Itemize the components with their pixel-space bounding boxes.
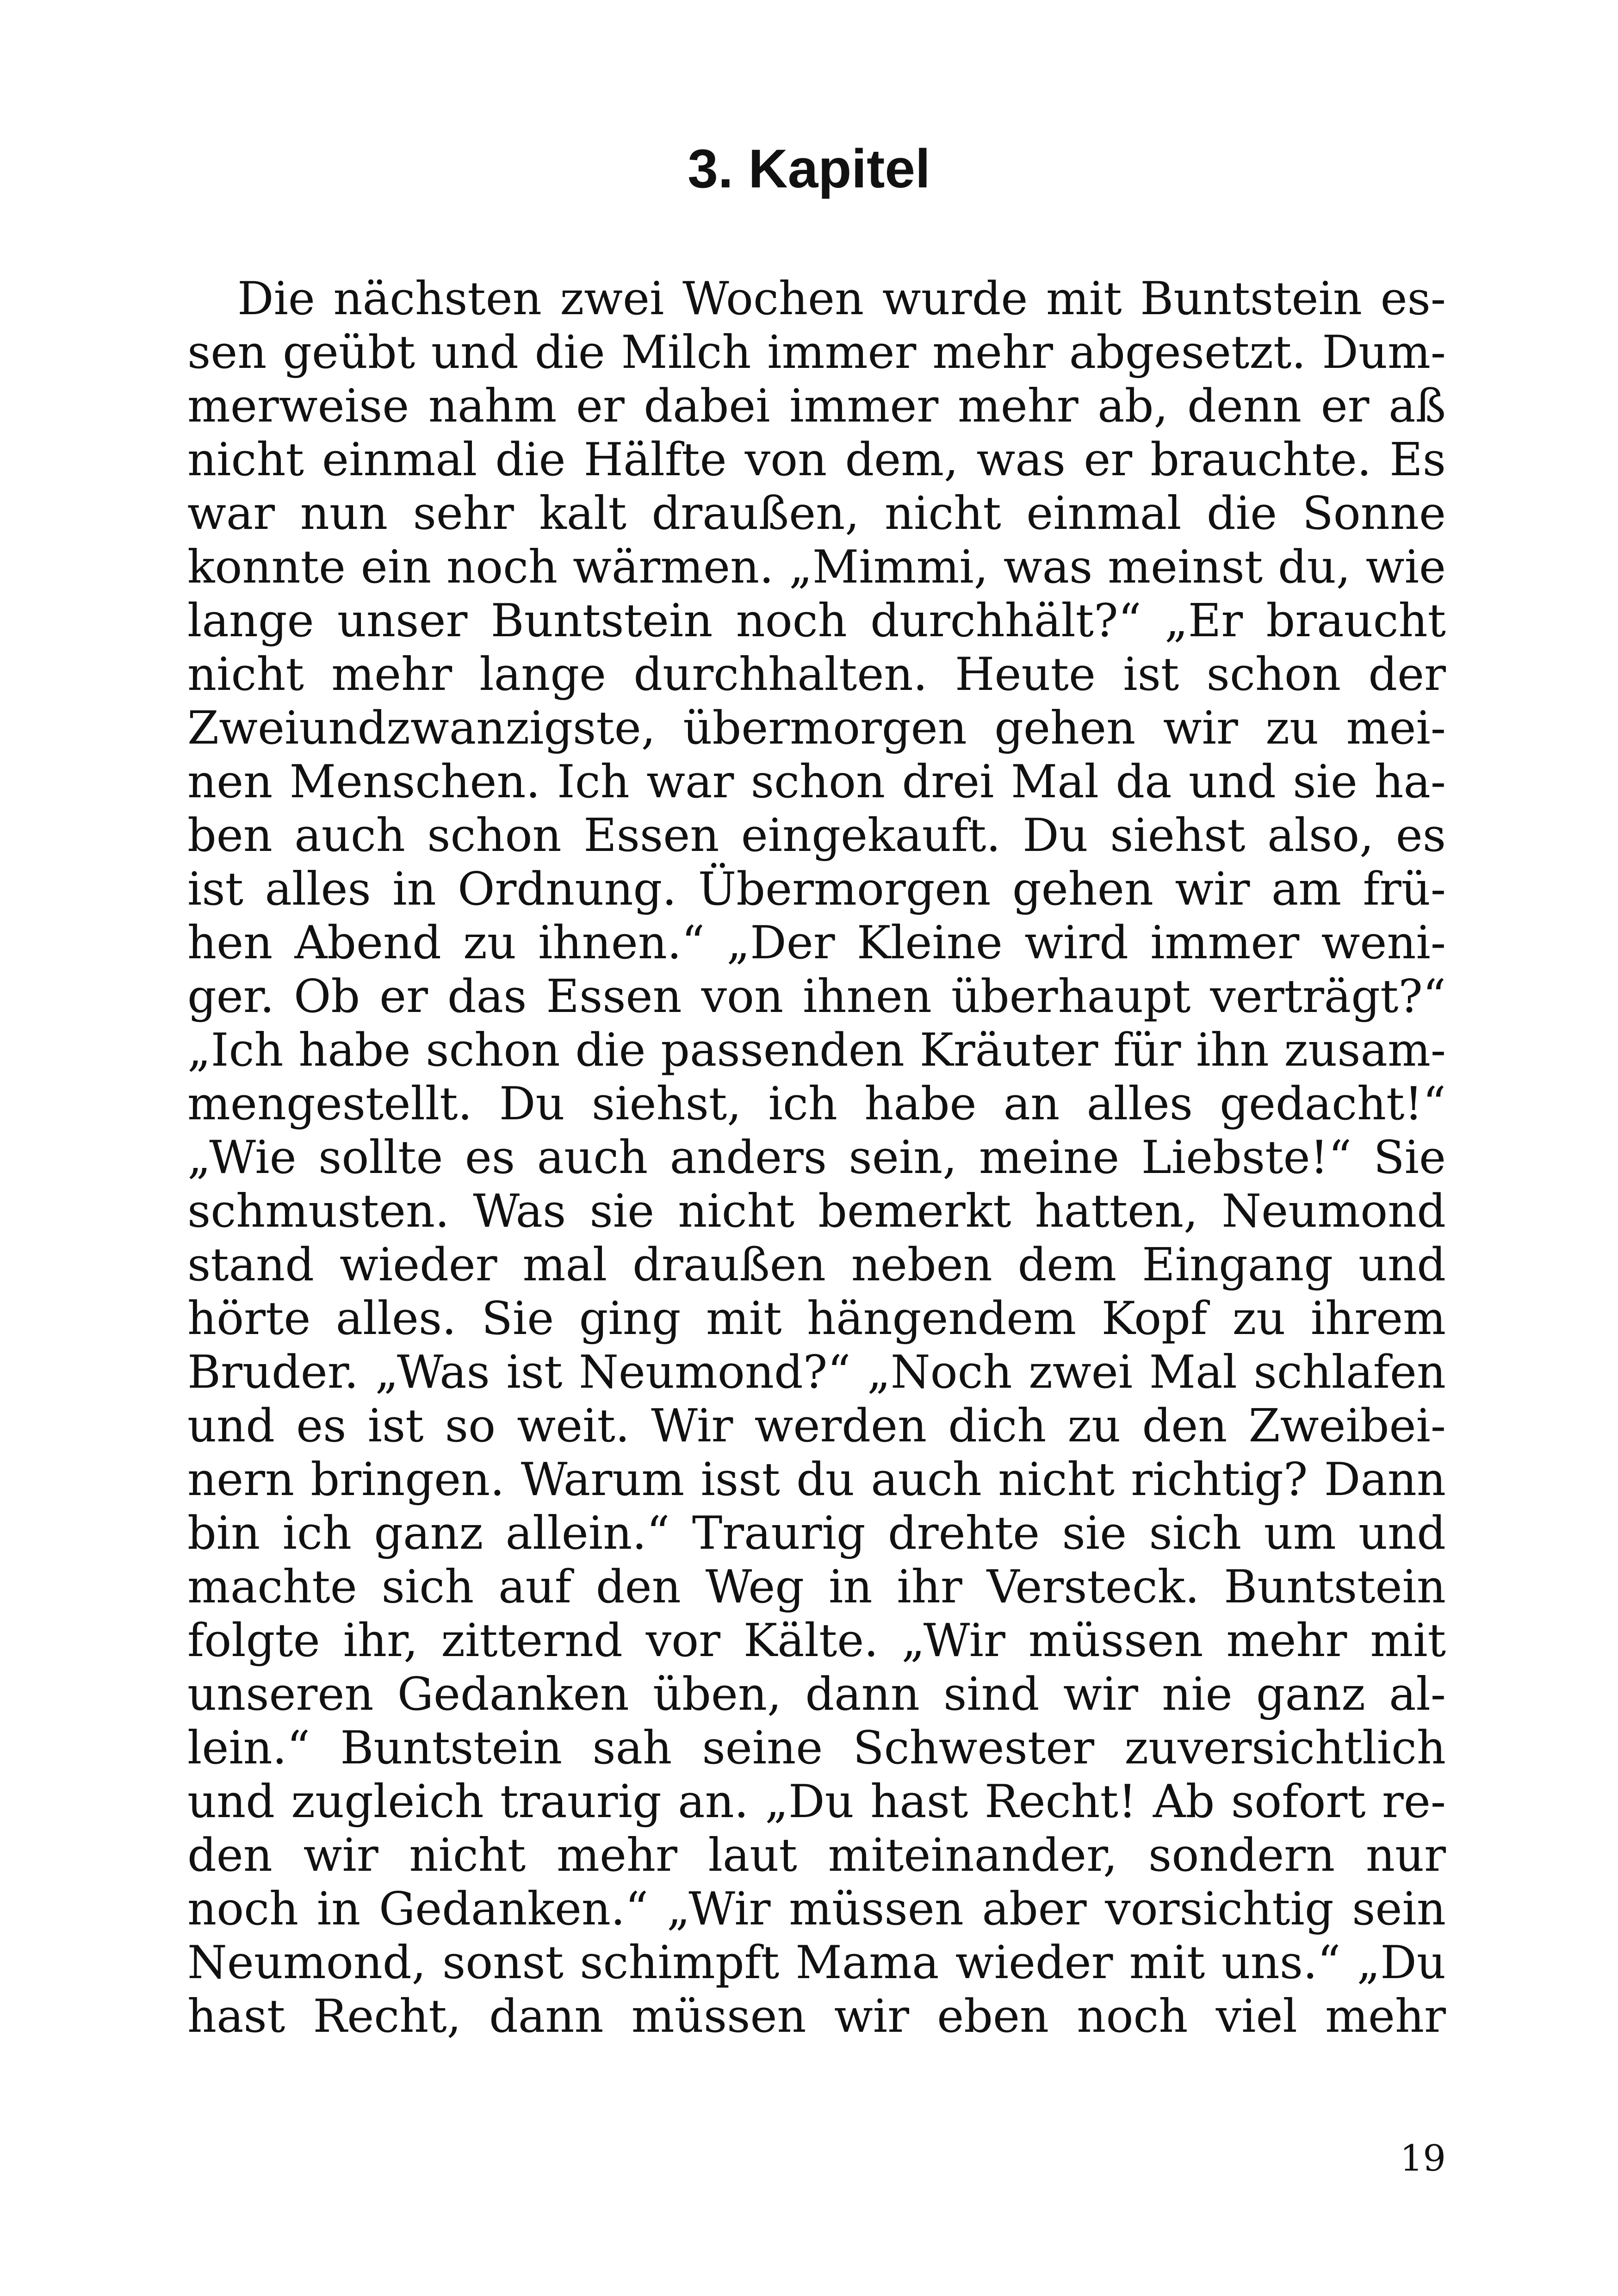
text-line: stand wieder mal draußen neben dem Eingang und — [187, 1239, 1446, 1291]
text-line: „Wie sollte es auch anders sein, meine Liebste!“ Sie — [187, 1131, 1446, 1184]
text-line: machte sich auf den Weg in ihr Versteck. Buntstein — [187, 1561, 1446, 1613]
text-line: „Ich habe schon die passenden Kräuter für ihn zusam- — [187, 1024, 1446, 1077]
text-line: folgte ihr, zitternd vor Kälte. „Wir müssen mehr mit — [187, 1614, 1446, 1667]
text-line: und es ist so weit. Wir werden dich zu den Zweibei- — [187, 1400, 1446, 1452]
page-number: 19 — [1400, 2138, 1446, 2179]
text-line: merweise nahm er dabei immer mehr ab, denn er aß — [187, 380, 1446, 433]
text-line: mengestellt. Du siehst, ich habe an alles gedacht!“ — [187, 1078, 1446, 1130]
text-line: lange unser Buntstein noch durchhält?“ „Er braucht — [187, 595, 1446, 647]
text-line: hen Abend zu ihnen.“ „Der Kleine wird immer weni- — [187, 917, 1446, 969]
text-line: und zugleich traurig an. „Du hast Recht! Ab sofort re- — [187, 1775, 1446, 1828]
text-line: nern bringen. Warum isst du auch nicht richtig? Dann — [187, 1453, 1446, 1506]
text-line: Bruder. „Was ist Neumond?“ „Noch zwei Mal schlafen — [187, 1346, 1446, 1399]
text-line: konnte ein noch wärmen. „Mimmi, was meinst du, wie — [187, 541, 1446, 594]
text-line: schmusten. Was sie nicht bemerkt hatten, Neumond — [187, 1185, 1446, 1238]
text-line: ben auch schon Essen eingekauft. Du siehst also, es — [187, 809, 1446, 862]
text-line: ger. Ob er das Essen von ihnen überhaupt verträgt?“ — [187, 970, 1446, 1023]
text-line: bin ich ganz allein.“ Traurig drehte sie sich um und — [187, 1507, 1446, 1560]
text-line: nicht einmal die Hälfte von dem, was er brauchte. Es — [187, 434, 1446, 486]
text-line: Zweiundzwanzigste, übermorgen gehen wir zu mei- — [187, 702, 1446, 755]
text-line: hast Recht, dann müssen wir eben noch viel mehr — [187, 1990, 1446, 2043]
text-line: hörte alles. Sie ging mit hängendem Kopf zu ihrem — [187, 1292, 1446, 1345]
text-line: Neumond, sonst schimpft Mama wieder mit uns.“ „Du — [187, 1936, 1446, 1989]
text-line: den wir nicht mehr laut miteinander, sondern nur — [187, 1829, 1446, 1882]
chapter-title: 3. Kapitel — [688, 138, 930, 199]
text-line: ist alles in Ordnung. Übermorgen gehen wir am frü- — [187, 863, 1446, 916]
text-line: nen Menschen. Ich war schon drei Mal da und sie ha- — [187, 756, 1446, 808]
text-line: lein.“ Buntstein sah seine Schwester zuversichtlich — [187, 1722, 1446, 1775]
text-line: unseren Gedanken üben, dann sind wir nie ganz al- — [187, 1668, 1446, 1721]
body-text — [187, 272, 1446, 2043]
text-line: war nun sehr kalt draußen, nicht einmal die Sonne — [187, 487, 1446, 540]
text-line: sen geübt und die Milch immer mehr abgesetzt. Dum- — [187, 326, 1446, 379]
text-line: Die nächsten zwei Wochen wurde mit Buntstein es- — [237, 273, 1446, 325]
text-line: noch in Gedanken.“ „Wir müssen aber vorsichtig sein — [187, 1883, 1446, 1936]
text-line: nicht mehr lange durchhalten. Heute ist schon der — [187, 648, 1446, 701]
